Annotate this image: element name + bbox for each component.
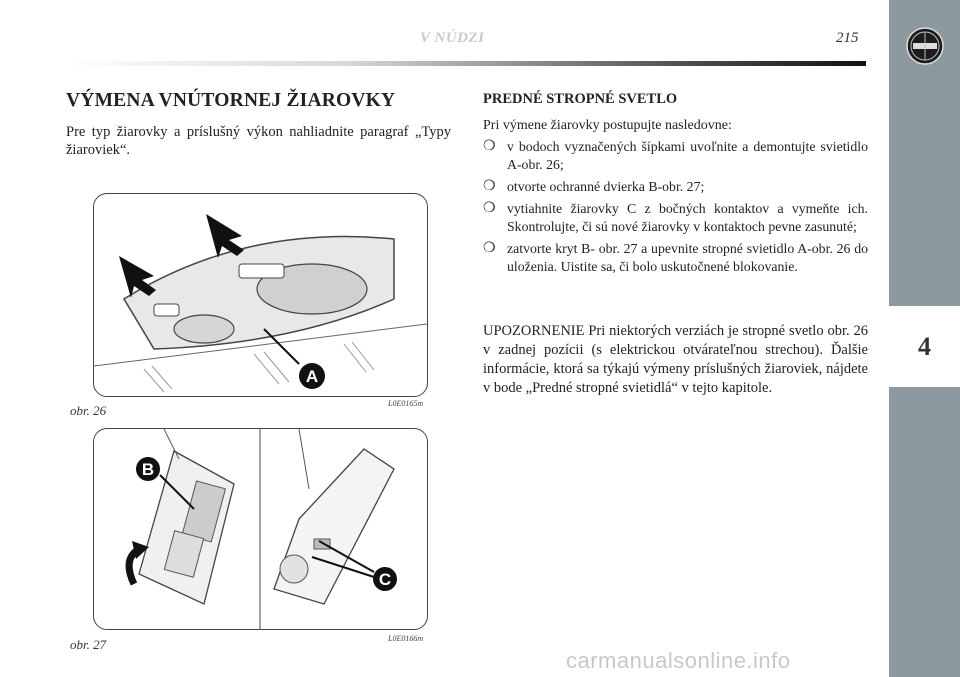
bullet-icon: ❍ [483,139,496,154]
section-title: V NÚDZI [420,30,485,46]
figure-27-caption: obr. 27 [70,637,107,652]
list-item [483,138,868,174]
list-item [483,240,868,276]
step-text: otvorte ochranné dvierka B-obr. 27; [507,179,705,194]
step-text: zatvorte kryt B- obr. 27 a upevnite stropné svietidlo A-obr. 26 do uloženia. Uistite sa, či bolo uskutočnené blokovanie. [507,241,868,274]
label-c: C [378,570,392,589]
ceiling-light-illustration [94,194,427,396]
sidebar-divider [889,385,960,387]
chapter-sidebar [889,0,960,677]
intro-paragraph: Pre typ žiarovky a príslušný výkon nahliadnite paragraf „Typy žiaroviek“. [66,124,451,158]
step-text: v bodoch vyznačených šípkami uvoľnite a demontujte svietidlo A-obr. 26; [507,139,868,172]
page-number: 215 [836,30,859,46]
list-item [483,178,868,196]
figure-26 [93,193,428,397]
figure-26-caption: obr. 26 [70,403,107,418]
lancia-logo-icon [905,26,945,66]
section-heading: PREDNÉ STROPNÉ SVETLO [483,91,678,107]
warning-paragraph: UPOZORNENIE Pri niektorých verziách je stropné svetlo obr. 26 v zadnej pozícii (s elektrickou otvárateľnou strechou). Ďalšie informácie, ktorá sa týkajú výmeny príslušných žiaroviek, nájdete v bode „Predné stropné svietidlá“ v tejto kapitole. [483,323,868,396]
figure-26-code: L0E0165m [388,399,424,408]
lead-text: Pri výmene žiarovky postupujte nasledovne: [483,118,732,133]
ceiling-light-open-illustration [94,429,427,629]
watermark: carmanualsonline.info [566,648,791,673]
header-rule [65,61,866,66]
list-item [483,200,868,236]
bullet-icon: ❍ [483,241,496,256]
figure-27-code: L0E0166m [388,634,424,643]
steps-list [483,138,868,280]
bullet-icon: ❍ [483,179,496,194]
chapter-number: 4 [889,308,960,385]
bullet-icon: ❍ [483,201,496,216]
label-a: A [305,367,319,386]
step-text: vytiahnite žiarovky C z bočných kontaktov a vymeňte ich. Skontrolujte, či sú nové žiarovky v kontaktoch pevne zasunuté; [507,201,868,234]
figure-27 [93,428,428,630]
page-heading: VÝMENA VNÚTORNEJ ŽIAROVKY [66,90,396,111]
label-b: B [141,460,155,479]
